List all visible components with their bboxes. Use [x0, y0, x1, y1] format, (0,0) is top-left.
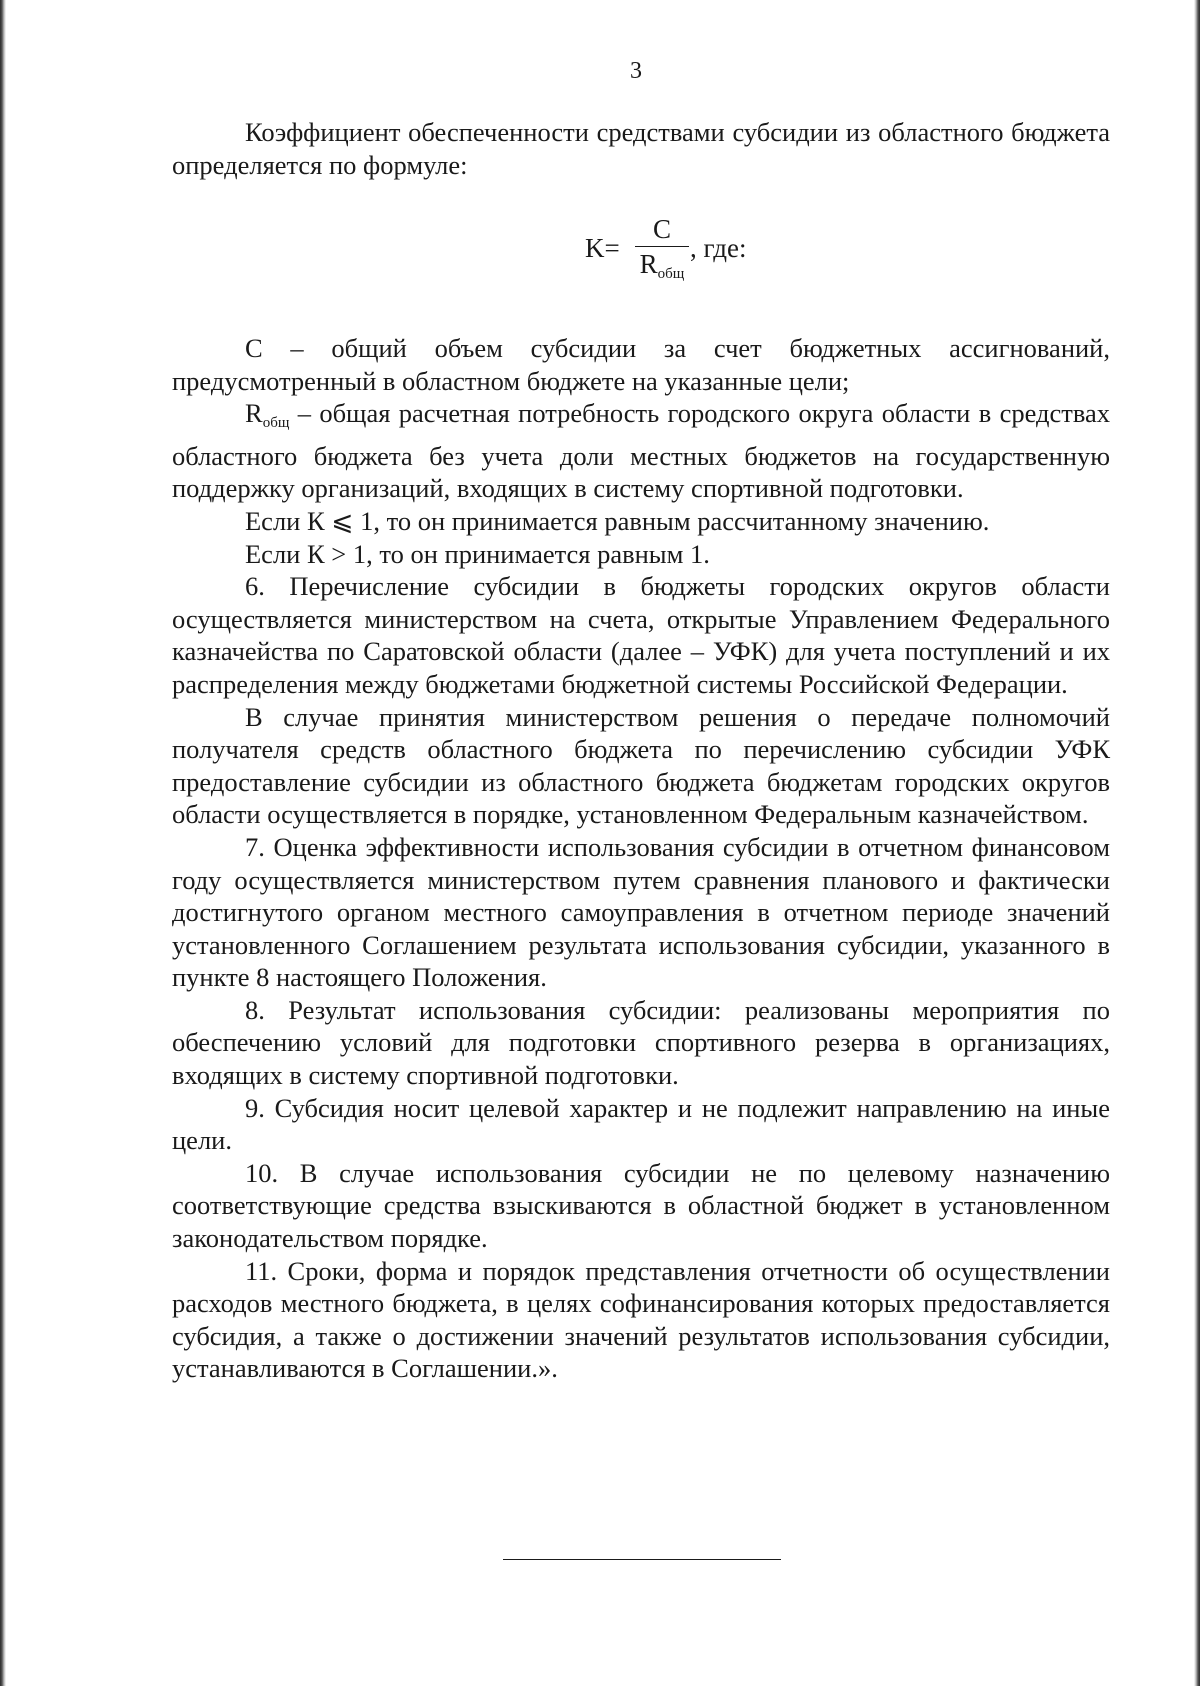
scan-edge-left — [0, 0, 6, 1686]
definition-r — [172, 397, 1110, 505]
intro-block — [172, 116, 1110, 181]
ufk-delegation-paragraph: В случае принятия министерством решения о передаче полномочий получателя средств областного бюджета по перечислению субсидии УФК предоставление субсидии из областного бюджета бюджетам городских округов области осуществляется в порядке, установленном Федеральным казначейством. — [172, 701, 1110, 830]
formula-suffix: , где: — [690, 233, 747, 263]
end-of-document-line — [503, 1559, 781, 1560]
scan-edge-right — [1194, 0, 1200, 1686]
item-10-paragraph: 10. В случае использования субсидии не по целевому назначению соответствующие средства взыскиваются в областной бюджет в установленном законодательством порядке. — [172, 1157, 1110, 1254]
definition-r-symbol: R — [245, 398, 263, 429]
formula-denominator-base: R — [639, 249, 658, 279]
formula-denominator — [635, 247, 689, 291]
intro-paragraph: Коэффициент обеспеченности средствами субсидии из областного бюджета определяется по формуле: — [172, 117, 1110, 180]
definition-c: C – общий объем субсидии за счет бюджетных ассигнований, предусмотренный в областном бюджете на указанные цели; — [172, 333, 1110, 396]
formula-denominator-sub: общ — [657, 266, 685, 282]
item-7-paragraph: 7. Оценка эффективности использования субсидии в отчетном финансовом году осуществляется министерством путем сравнения планового и фактически достигнутого органом местного самоуправления в отчетном периоде значений установленного Соглашением результата использования субсидии, указанного в пункте 8 настоящего Положения. — [172, 831, 1110, 993]
condition-paragraph: Если К ⩽ 1, то он принимается равным рассчитанному значению. — [245, 505, 990, 536]
definition-r-text: – общая расчетная потребность городского округа области в средствах областного бюджета без учета доли местных бюджетов на государственную поддержку организаций, входящих в систему спортивной подготовки. — [172, 398, 1110, 504]
definition-r-sub: общ — [262, 415, 290, 432]
item-9-paragraph: 9. Субсидия носит целевой характер и не подлежит направлению на иные цели. — [172, 1092, 1110, 1156]
formula-lhs: K= — [585, 233, 620, 263]
condition-paragraph: Если К > 1, то он принимается равным 1. — [245, 538, 710, 569]
item-8-paragraph: 8. Результат использования субсидии: реализованы мероприятия по обеспечению условий для подготовки спортивного резерва в организациях, входящих в систему спортивной подготовки. — [172, 994, 1110, 1091]
item-6-paragraph: 6. Перечисление субсидии в бюджеты городских округов области осуществляется министерством на счета, открытые Управлением Федерального казначейства по Саратовской области (далее – УФК) для учета поступлений и их распределения между бюджетами бюджетной системы Российской Федерации. — [172, 571, 1110, 699]
main-text-block — [172, 332, 1110, 1385]
page-number: 3 — [630, 58, 642, 84]
formula-numerator: C — [652, 214, 671, 244]
formula-fraction — [635, 212, 689, 291]
item-11-paragraph: 11. Сроки, форма и порядок представления отчетности об осуществлении расходов местного бюджета, в целях софинансирования которых предоставляется субсидия, а также о достижении значений результатов использования субсидии, устанавливаются в Соглашении.». — [172, 1255, 1110, 1384]
